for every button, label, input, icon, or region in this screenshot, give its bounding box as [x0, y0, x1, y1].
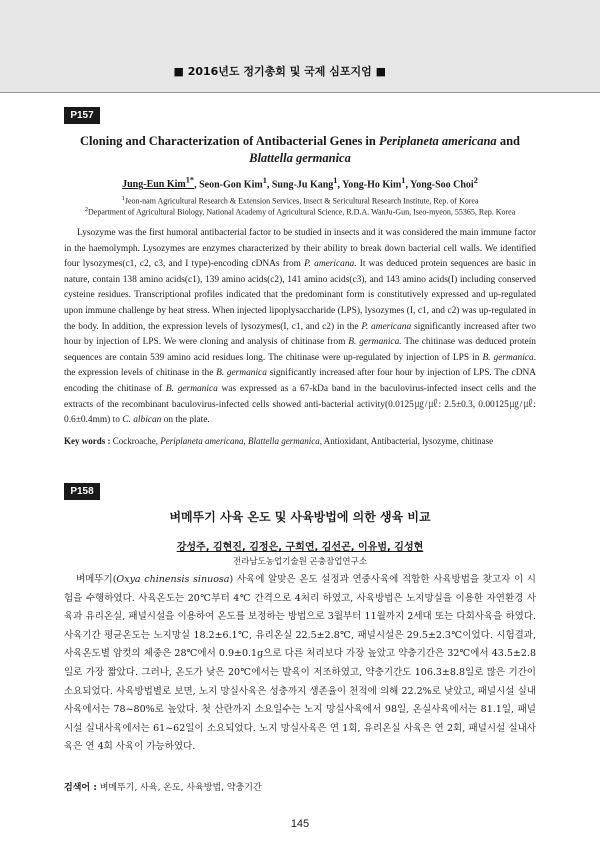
abstract-body-p157: Lysozyme was the first humoral antibacterial factor to be studied in insects and it was considered the main immune factor in the haemolymph. Lysozymes are enzymes characterized by their ability to break down bacterial cell walls. We identified four lysozymes(c1, c2, c3, and I type)-encoding cDNAs from P. americana. It was deduced protein sequences are basic in nature, contain 138 amino acids(c1), 139 amino acids(c2), 141 amino acids(c3), and 143 amino acids(I) including conserved cysteine residues. Transcriptional profiles indicated that the predominant form is constitutively expressed and up-regulated upon immune challenge by heat stress. When injected lipoplysaccharide (LPS), lysozymes (I, c1, and c2) was up-regulated in the body. In addition, the expression levels of lysozymes(I, c1, and c2) in the P. americana significantly increased after two hour by injection of LPS. We were cloning and analysis of chitinase from B. germanica. The chitinase was deduced protein sequences are contain 539 amino acid residues long. The chitinase were up-regulated by injection of LPS in B. germanica. the expression levels of chitinase in the B. germanica significantly increased after four hour by injection of LPS. The cDNA encoding the chitinase of B. germanica was expressed as a 67-kDa band in the baculovirus-infected insect cells and the extracts of the recombinant baculovirus-infected cells showed anti-bacterial activity(0.0125㎍/㎕: 2.5±0.3, 0.00125㎍/㎕: 0.6±0.4mm) to C. albican on the plate.	[64, 228, 537, 426]
affiliation-1-p157: $^1$Jeon-nam Agricultural Research & Extension Services, Insect & Sericultural Research Institute, Rep. of Korea	[121, 195, 479, 206]
abstract-badge-p158: P158	[64, 483, 100, 500]
author-list-p158: 강성주, 김현진, 김정은, 구희연, 김선곤, 이유범, 김성현	[176, 542, 424, 553]
author-list-p157: Jung-Eun Kim$^{1*}$, Seon-Gon Kim$^1$, Sung-Ju Kang$^1$, Yong-Ho Kim$^1$, Yong-Soo Choi$^2$	[122, 176, 478, 191]
affiliation-p158: 전라남도농업기술원 곤충잠업연구소	[232, 557, 368, 567]
abstract-title-p157: Cloning and Characterization of Antibacterial Genes in Periplaneta americana and Blattella germanica	[80, 134, 520, 165]
abstract-body-p158: 벼메뚜기(Oxya chinensis sinuosa) 사육에 알맞은 온도 설정과 연중사육에 적합한 사육방법을 찾고자 이 시험을 수행하였다. 사육온도는 20℃부터 4℃ 간격으로 4처리 하였고, 사육방법은 노지망실을 이용한 자연환경 사육과 유리온실, 패널시설을 이용하여 온도를 보정하는 방법으로 3월부터 11월까지 2세대 또는 다회사육을 하였다. 사육기간 평균온도는 노지망실 18.2±6.1℃, 유리온실 22.5±2.8℃, 패널시설은 29.5±2.3℃이었다. 시험결과, 사육온도별 암컷의 체중은 28℃에서 0.9±0.1g으로 다른 처리보다 가장 높았고 약충기간은 32℃에서 43.5±2.8일로 가장 짧았다. 그러나, 온도가 낮은 20℃에서는 발육이 저조하였고, 약충기간도 106.3±8.8일로 많은 기간이 소요되었다. 사육방법별로 보면, 노지 망실사육은 성충까지 생존율이 천적에 의해 22.2%로 낮았고, 패널시설 실내사육에서는 78~80%로 높았다. 첫 산란까지 소요일수는 노지 망실사육에서 98일, 온실사육에서는 81.1일, 패널시설 실내사육에서는 61~62일이 소요되었다. 노지 망실사육은 연 1회, 유리온실 사육은 연 2회, 패널시설 실내사육은 연 4회 사육이 가능하였다.	[64, 574, 536, 753]
keywords-p158: 검색어 : 벼메뚜기, 사육, 온도, 사육방법, 약충기간	[64, 783, 262, 793]
keywords-p157: Key words : Cockroache, Periplaneta americana, Blattella germanica, Antioxidant, Antibacterial, lysozyme, chitinase	[64, 436, 494, 446]
abstract-badge-p157: P157	[64, 107, 100, 124]
conference-title: ■ 2016년도 정기총회 및 국제 심포지엄 ■	[173, 65, 386, 78]
page-number: 145	[290, 818, 310, 830]
affiliation-2-p157: $^2$Department of Agricultural Biology, National Academy of Agricultural Science, R.D.A. WanJu-Gun, Iseo-myeon, 55365, Rep. Korea	[84, 206, 516, 217]
header-divider	[0, 92, 600, 93]
abstract-title-p158: 벼메뚜기 사육 온도 및 사육방법에 의한 생육 비교	[169, 510, 431, 524]
